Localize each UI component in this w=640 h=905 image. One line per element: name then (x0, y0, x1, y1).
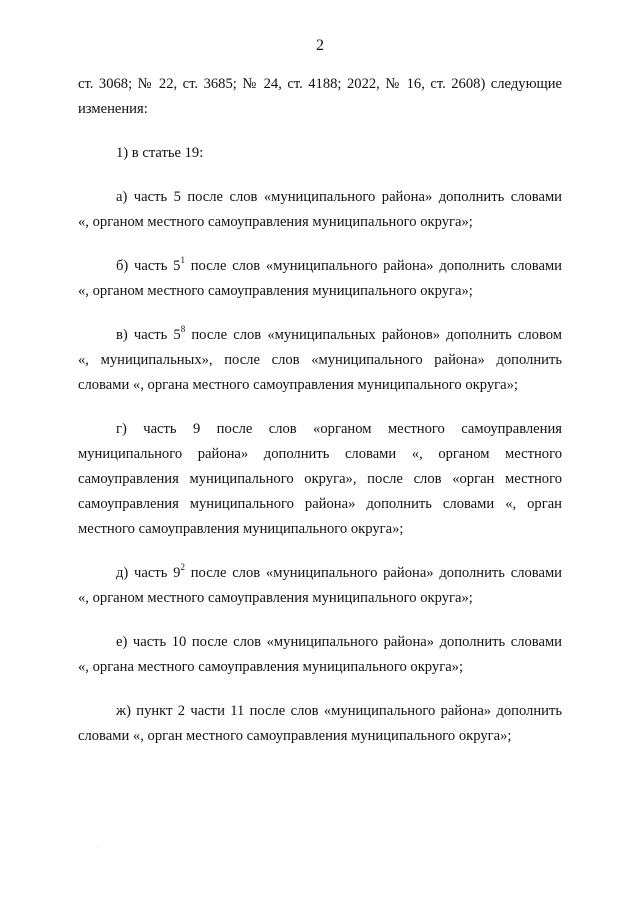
document-body (78, 72, 562, 768)
scan-speck (98, 846, 99, 847)
text-line: ж) пункт 2 части 11 после слов «муниципального района» дополнить (116, 703, 562, 719)
text-line: «, органа местного самоуправления муниципального округа»; (78, 659, 464, 675)
paragraph-item-b (78, 254, 562, 304)
paragraph-item-e (78, 630, 562, 680)
text-line (78, 561, 562, 586)
text-fragment: д) часть 9 (116, 565, 181, 581)
text-line: ст. 3068; № 22, ст. 3685; № 24, ст. 4188; 2022, № 16, ст. 2608) следующие (78, 76, 562, 92)
superscript: 2 (180, 562, 185, 573)
text-fragment: в) часть 5 (116, 327, 181, 343)
superscript: 8 (180, 324, 186, 335)
text-fragment: после слов «муниципальных районов» дополнить словом (185, 327, 562, 343)
text-fragment: б) часть 5 (116, 258, 181, 274)
paragraph-item-zh (78, 699, 562, 749)
text-line: словами «, органа местного самоуправления муниципального округа»; (78, 377, 518, 393)
text-line: словами «, орган местного самоуправления муниципального округа»; (78, 728, 512, 744)
paragraph-item-1 (78, 141, 562, 166)
text-line (78, 323, 562, 348)
paragraph-item-d (78, 561, 562, 611)
page-number: 2 (316, 37, 324, 54)
superscript: 1 (180, 255, 185, 266)
paragraph-item-v (78, 323, 562, 398)
text-line: муниципального района» дополнить словами «, органом местного (78, 446, 562, 462)
text-line (78, 254, 562, 279)
text-line: е) часть 10 после слов «муниципального района» дополнить словами (116, 634, 562, 650)
paragraph-item-g (78, 417, 562, 542)
text-line: а) часть 5 после слов «муниципального района» дополнить словами (116, 189, 562, 205)
text-fragment: после слов «муниципального района» дополнить словами (184, 258, 562, 274)
paragraph-continuation (78, 72, 562, 122)
text-line: изменения: (78, 101, 148, 117)
text-line: г) часть 9 после слов «органом местного самоуправления (116, 421, 562, 437)
text-line: самоуправления муниципального района» дополнить словами «, орган (78, 496, 562, 512)
text-line: «, органом местного самоуправления муниципального округа»; (78, 283, 473, 299)
text-line: местного самоуправления муниципального округа»; (78, 521, 404, 537)
text-fragment: после слов «муниципального района» дополнить словами (184, 565, 562, 581)
text-line: «, органом местного самоуправления муниципального округа»; (78, 214, 473, 230)
paragraph-item-a (78, 185, 562, 235)
text-line: самоуправления муниципального округа», после слов «орган местного (78, 471, 562, 487)
text-line: 1) в статье 19: (116, 145, 204, 161)
text-line: «, муниципальных», после слов «муниципального района» дополнить (78, 352, 562, 368)
text-line: «, органом местного самоуправления муниципального округа»; (78, 590, 473, 606)
